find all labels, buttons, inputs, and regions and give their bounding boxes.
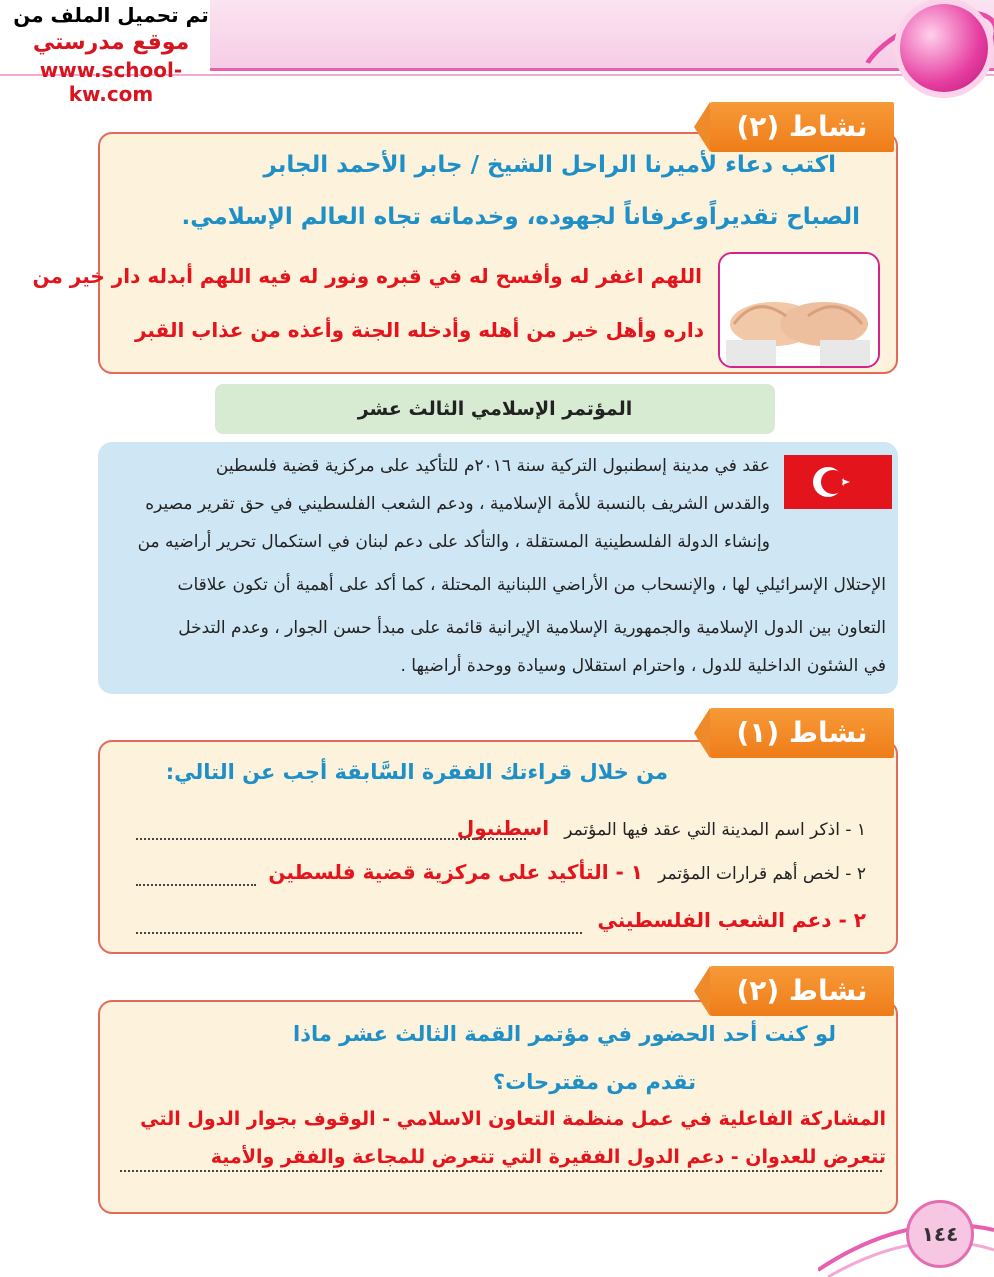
conference-para-line-5: التعاون بين الدول الإسلامية والجمهورية الإسلامية الإيرانية قائمة على مبدأ حسن الجوار ، وعدم التدخل [178,618,886,638]
activity-bottom-answer-line-1: المشاركة الفاعلية في عمل منظمة التعاون الاسلامي - الوقوف بجوار الدول التي [140,1108,886,1130]
activity-bottom-answer-line [120,1170,882,1172]
activity-bottom-tab: نشاط (٢) [710,966,894,1016]
activity-one-heading: من خلال قراءتك الفقرة السَّابقة أجب عن التالي: [165,760,668,784]
question-1-row [130,816,866,846]
globe-icon [900,4,988,92]
question-2-label: ٢ - لخص أهم قرارات المؤتمر [658,864,866,884]
question-1-answer-line [136,838,526,840]
activity-top-answer-line-2: داره وأهل خير من أهله وأدخله الجنة وأعذه من عذاب القبر [134,318,704,342]
page-number: ١٤٤ [906,1200,974,1268]
activity-bottom-answer-line-2: تتعرض للعدوان - دعم الدول الفقيرة التي تتعرض للمجاعة والفقر والأمية [210,1146,886,1168]
activity-bottom-prompt-line-2: تقدم من مقترحات؟ [492,1070,696,1094]
watermark-site-name: موقع مدرستي [32,30,190,55]
activity-top-prompt-line-2: الصباح تقديراًوعرفاناً لجهوده، وخدماته تجاه العالم الإسلامي. [181,204,860,230]
conference-title-banner: المؤتمر الإسلامي الثالث عشر [215,384,775,434]
activity-one-tab: نشاط (١) [710,708,894,758]
conference-para-line-4: الإحتلال الإسرائيلي لها ، والإنسحاب من الأراضي اللبنانية المحتلة ، كما أكد على أهمية أن تكون علاقات [177,575,886,595]
conference-para-line-2: والقدس الشريف بالنسبة للأمة الإسلامية ، ودعم الشعب الفلسطيني في حق تقرير مصيره [145,494,770,514]
conference-para-line-6: في الشئون الداخلية للدول ، واحترام استقلال وسيادة ووحدة أراضيها . [400,656,886,676]
conference-para-line-3: وإنشاء الدولة الفلسطينية المستقلة ، والتأكد على دعم لبنان في استكمال تحرير أراضيه من [137,532,770,552]
crescent-star-icon [784,455,892,509]
activity-bottom-prompt-line-1: لو كنت أحد الحضور في مؤتمر القمة الثالث عشر ماذا [293,1022,836,1046]
watermark-url[interactable]: www.school-kw.com [39,58,183,106]
question-2-answer-line-2 [136,932,582,934]
question-1-label: ١ - اذكر اسم المدينة التي عقد فيها المؤتمر [564,820,866,840]
watermark-line-1: تم تحميل الملف من [13,3,209,27]
site-watermark[interactable] [4,2,218,106]
praying-hands-icon [718,254,878,368]
conference-para-line-1: عقد في مدينة إسطنبول التركية سنة ٢٠١٦م للتأكيد على مركزية قضية فلسطين [215,456,770,476]
activity-top-prompt-line-1: اكتب دعاء لأميرنا الراحل الشيخ / جابر الأحمد الجابر [263,152,836,178]
question-2-answer-1[interactable]: ١ - التأكيد على مركزية قضية فلسطين [268,860,643,884]
question-1-answer[interactable]: اسطنبول [456,816,550,840]
turkey-flag [784,455,892,509]
activity-top-tab: نشاط (٢) [710,102,894,152]
praying-hands-image [718,252,880,368]
question-2-answer-line-1 [136,884,256,886]
activity-top-answer-line-1: اللهم اغفر له وأفسح له في قبره ونور له فيه اللهم أبدله دار خير من [32,264,702,288]
question-2-answer-2[interactable]: ٢ - دعم الشعب الفلسطيني [597,908,866,932]
